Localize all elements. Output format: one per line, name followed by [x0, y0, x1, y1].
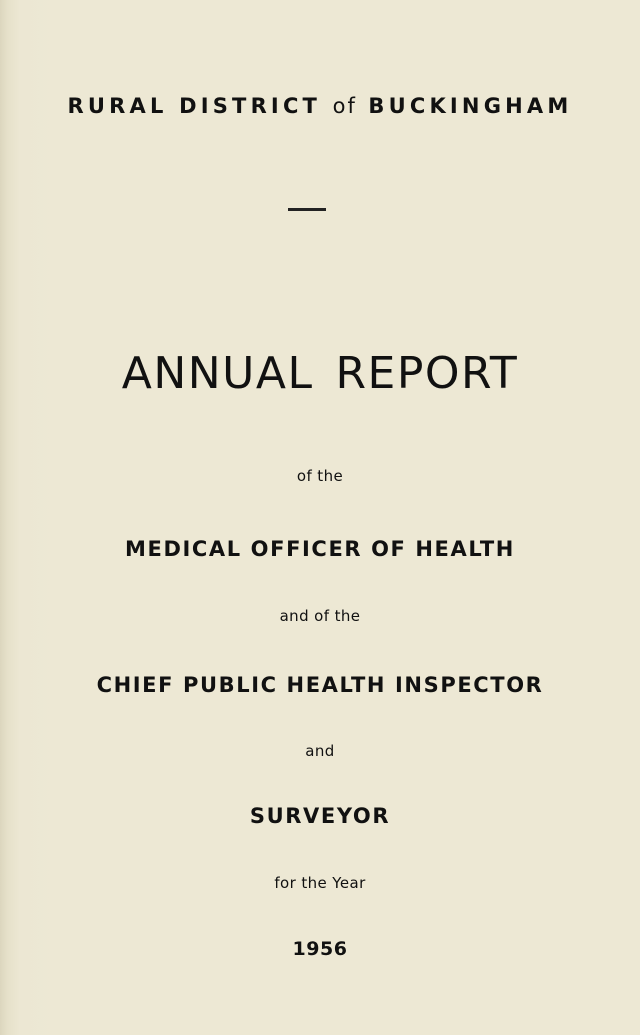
report-title	[0, 348, 640, 399]
and-of-the-text: and of the	[279, 607, 361, 625]
of-the-text: of the	[296, 467, 344, 485]
and-text: and	[305, 742, 335, 760]
surveyor-heading: SURVEYOR	[249, 804, 391, 828]
chief-inspector-heading: CHIEF PUBLIC HEALTH INSPECTOR	[96, 673, 544, 697]
medical-officer-heading: MEDICAL OFFICER OF HEALTH	[125, 537, 515, 561]
for-the-year-text: for the Year	[274, 874, 366, 892]
heading-divider-rule	[288, 208, 326, 211]
district-heading-part1: RURAL DISTRICT	[67, 94, 322, 118]
report-title-word2: REPORT	[335, 348, 519, 399]
district-heading	[0, 94, 640, 118]
district-heading-of: of	[332, 94, 357, 118]
report-year: 1956	[292, 938, 348, 960]
report-title-word1: ANNUAL	[121, 348, 314, 399]
district-heading-part2: BUCKINGHAM	[368, 94, 573, 118]
